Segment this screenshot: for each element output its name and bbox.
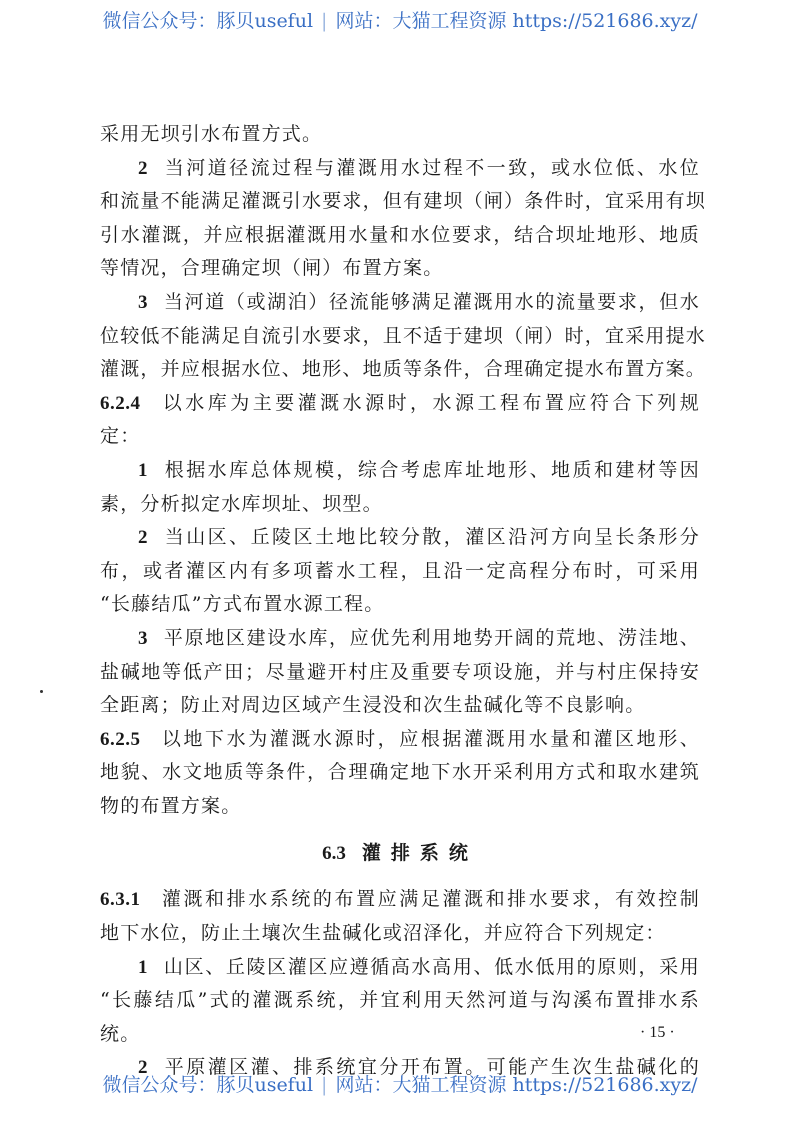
text-line: 素，分析拟定水库坝址、坝型。 (100, 492, 383, 515)
text-line: 以地下水为灌溉水源时，应根据灌溉用水量和灌区地形、 (160, 727, 700, 750)
list-item-1 (100, 454, 700, 488)
text-line: 盐碱地等低产田；尽量避开村庄及重要专项设施，并与村庄保持安 (100, 660, 700, 683)
item-number: 2 (138, 157, 148, 179)
text-line: 平原灌区灌、排系统宜分开布置。可能产生次生盐碱化的 (163, 1056, 700, 1079)
watermark-separator: | (321, 10, 328, 32)
list-item-1 (100, 951, 700, 985)
section-title: 灌排系统 (361, 842, 478, 865)
text-line: 灌溉和排水系统的布置应满足灌溉和排水要求，有效控制 (160, 888, 700, 911)
item-number: 1 (138, 956, 148, 978)
clause-number: 6.3.1 (100, 889, 141, 911)
text-line: 平原地区建设水库，应优先利用地势开阔的荒地、涝洼地、 (163, 626, 700, 649)
list-item-3 (100, 286, 700, 320)
text-line: “长藤结瓜”式的灌溉系统，并宜利用天然河道与沟溪布置排水系 (100, 989, 700, 1012)
text-line: 等情况，合理确定坝（闸）布置方案。 (100, 257, 444, 280)
text-line: 以水库为主要灌溉水源时，水源工程布置应符合下列规 (160, 391, 700, 414)
item-number: 2 (138, 1057, 148, 1079)
text-line: 根据水库总体规模，综合考虑库址地形、地质和建材等因 (163, 458, 700, 481)
text-line: 和流量不能满足灌溉引水要求，但有建坝（闸）条件时，宜采用有坝 (100, 190, 707, 213)
section-heading (100, 823, 700, 883)
text-line: 灌溉，并应根据水位、地形、地质等条件，合理确定提水布置方案。 (100, 358, 707, 381)
watermark-site: 网站：大猫工程资源 https://521686.xyz/ (335, 1074, 698, 1096)
clause-6-3-1 (100, 883, 700, 917)
text-line: 全距离；防止对周边区域产生浸没和次生盐碱化等不良影响。 (100, 694, 646, 717)
list-item-2 (100, 521, 700, 555)
watermark-wechat: 微信公众号：豚贝useful (102, 10, 314, 32)
item-number: 2 (138, 527, 148, 549)
item-number: 1 (138, 459, 148, 481)
text-line: 统。 (100, 1022, 141, 1045)
item-number: 3 (138, 627, 148, 649)
text-line: 当河道径流过程与灌溉用水过程不一致，或水位低、水位 (163, 156, 700, 179)
clause-number: 6.2.4 (100, 392, 141, 414)
watermark-footer (0, 1070, 800, 1097)
watermark-separator: | (321, 1074, 328, 1096)
section-number: 6.3 (322, 843, 346, 865)
text-line: 当河道（或湖泊）径流能够满足灌溉用水的流量要求，但水 (163, 290, 700, 313)
text-line: 定： (100, 425, 141, 448)
list-item-2 (100, 152, 700, 186)
clause-number: 6.2.5 (100, 728, 141, 750)
text-line: 物的布置方案。 (100, 794, 242, 817)
scan-speck (40, 690, 43, 693)
text-line: 位较低不能满足自流引水要求，且不适于建坝（闸）时，宜采用提水 (100, 324, 707, 347)
text-line: 山区、丘陵区灌区应遵循高水高用、低水低用的原则，采用 (163, 955, 700, 978)
text-line: “长藤结瓜”方式布置水源工程。 (100, 593, 385, 616)
text-line: 当山区、丘陵区土地比较分散，灌区沿河方向呈长条形分 (163, 526, 700, 549)
item-number: 3 (138, 291, 148, 313)
watermark-wechat: 微信公众号：豚贝useful (102, 1074, 314, 1096)
watermark-site: 网站：大猫工程资源 https://521686.xyz/ (335, 10, 698, 32)
text-line: 地下水位，防止土壤次生盐碱化或沼泽化，并应符合下列规定： (100, 922, 666, 945)
watermark-header (0, 6, 800, 33)
text-line: 布，或者灌区内有多项蓄水工程，且沿一定高程分布时，可采用 (100, 559, 700, 582)
document-page (100, 118, 707, 1085)
text-line: 采用无坝引水布置方式。 (100, 123, 323, 145)
clause-6-2-4 (100, 387, 700, 421)
text-line: 引水灌溉，并应根据灌溉用水量和水位要求，结合坝址地形、地质 (100, 223, 700, 246)
text-line: 地貌、水文地质等条件，合理确定地下水开采利用方式和取水建筑 (100, 761, 700, 784)
list-item-3 (100, 622, 700, 656)
page-number: · 15 · (640, 1024, 675, 1041)
clause-6-2-5 (100, 723, 700, 757)
